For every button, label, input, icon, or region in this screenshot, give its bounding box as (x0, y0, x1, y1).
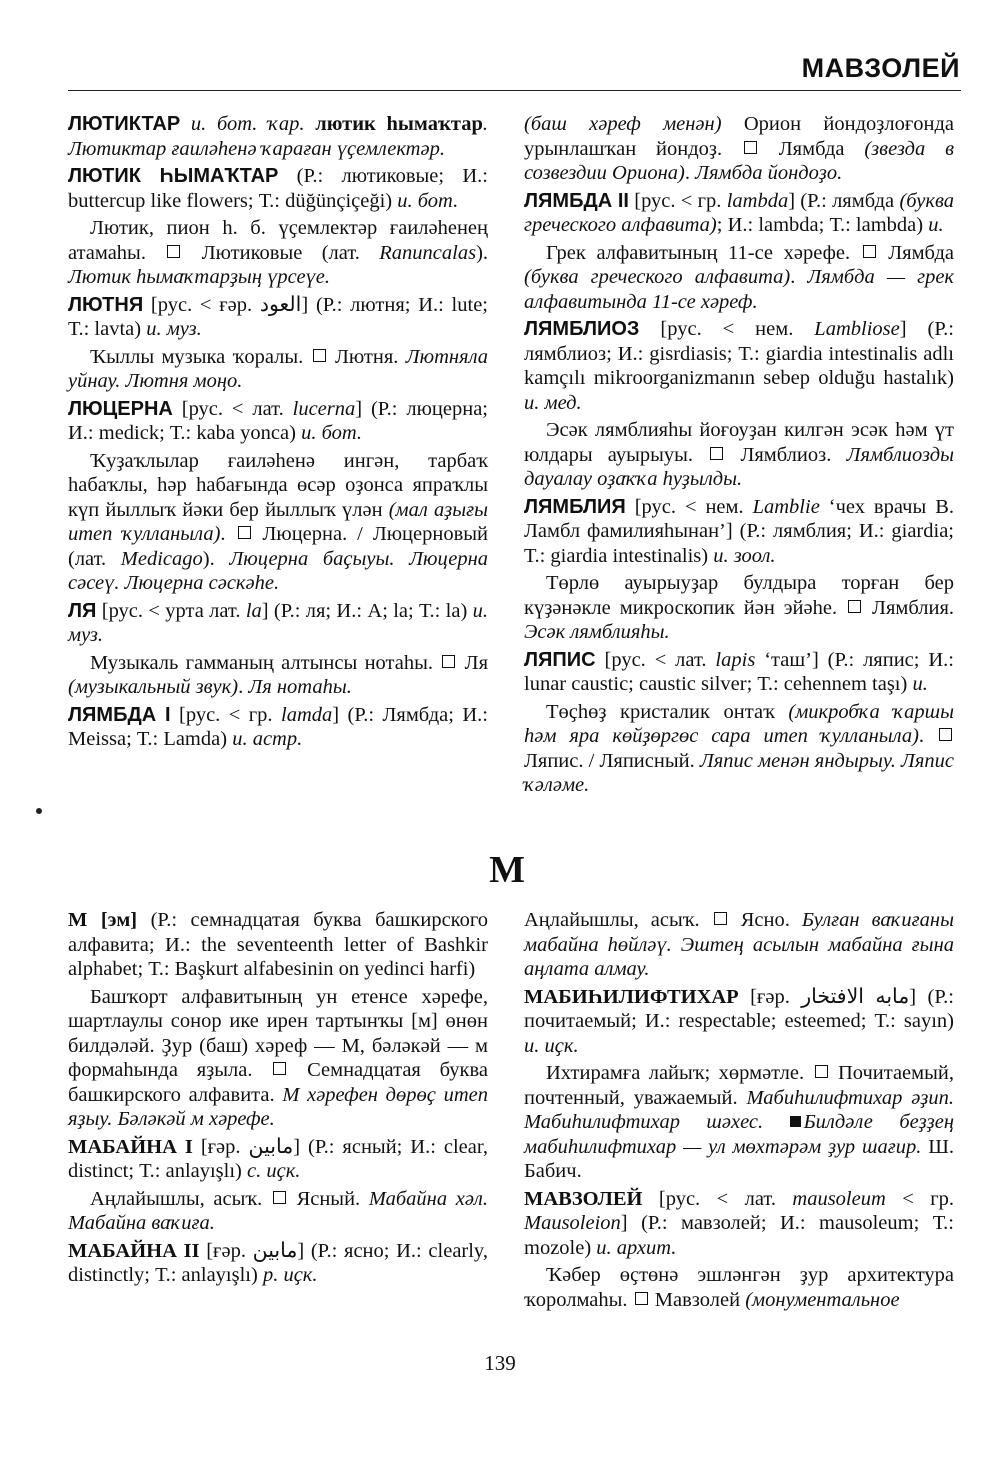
grammar-label: и. (928, 214, 944, 236)
latin-term: Lambliose (814, 318, 900, 340)
headword: М [эм] (68, 909, 138, 931)
grammar-label: и. муз. (146, 318, 202, 340)
square-marker-icon (939, 728, 952, 741)
translation: Ля (457, 651, 488, 674)
equivalents: ] (Р.: лютня; И.: lute; Т.: lavta) (68, 293, 488, 340)
entry-mavzoley (524, 1187, 954, 1261)
example: Лютик һымаҡтарҙың үрсеүе. (68, 266, 331, 288)
punctuation: . (790, 266, 808, 288)
square-marker-icon (714, 912, 727, 925)
definition-text: Төҫһөҙ кристалик онтаҡ (546, 700, 789, 723)
square-marker-icon (238, 526, 251, 539)
square-marker-icon (442, 655, 455, 668)
running-head: МАВЗОЛЕЙ (801, 53, 960, 83)
etymology: [рус. < гр. (170, 703, 282, 726)
equivalents: ‘таш’] (Р.: ляпис; И.: lunar caustic; caustic silver; Т.: cehennem taşı) (524, 648, 954, 695)
punctuation: . (918, 725, 937, 747)
column-bottom-right (524, 908, 954, 1315)
grammar-label: и. архит. (596, 1236, 677, 1259)
definition (68, 449, 488, 596)
square-marker-icon (710, 447, 723, 460)
usage-note: (мал аҙығы итеп ҡулланыла) (68, 498, 488, 545)
definition-continued (524, 908, 954, 982)
equivalents: ] (Р.: ля; И.: A; la; Т.: la) (261, 599, 473, 622)
example: Эсәк лямблияһы. (524, 621, 670, 643)
quote-author: Ш. Бабич. (524, 1135, 955, 1182)
example: Лютняла уйнау. Лютня моңо. (68, 345, 489, 392)
entry-lyapis (524, 648, 954, 697)
grammar-label: и. бот. (301, 422, 363, 444)
example: Ля нотаһы. (248, 676, 352, 698)
translation: Лютиковые (лат. (182, 241, 380, 264)
equivalents: ] (Р.: лямбда (788, 189, 900, 212)
etymology: [рус. < ғәр. (143, 293, 260, 316)
entry-mabayna-2 (68, 1239, 488, 1288)
translation: Ляпис. / Ляписный. (524, 749, 700, 772)
example: Мабайна хәл. Мабайна ваҡиға. (68, 1187, 488, 1234)
entry-lyucerna (68, 397, 488, 446)
margin-dot (36, 808, 42, 814)
etymology: [рус. < лат. (595, 648, 716, 671)
latin-term: Lamblie (752, 495, 820, 518)
definition-text: Грек алфавитының 11-се хәрефе. (546, 241, 851, 264)
definition-text: Орион йондоҙлоғонда урынлашҡан йондоҙ. (524, 113, 955, 160)
equivalents: ] (Р.: почитаемый; И.: respectable; esteemed; Т.: sayın) (524, 985, 954, 1032)
latin-term: lapis (715, 648, 756, 671)
headword: ЛЮТИК ҺЫМАҠТАР (68, 165, 279, 187)
headword: ЛЯМБЛИОЗ (524, 318, 640, 340)
etymology: [ғәр. (199, 1239, 253, 1262)
entry-lyambda-2 (524, 189, 954, 238)
etymology: [рус. < лат. (172, 397, 293, 420)
square-marker-icon (273, 1062, 286, 1075)
example: Лямблиозды дауалау оҙаҡҡа һуҙылды. (524, 443, 955, 490)
translation: Ясно. (728, 909, 802, 931)
example: Мабиһилифтихар әҙип. Мабиһилифтихар шәхес. (524, 1086, 954, 1133)
definition (68, 216, 488, 290)
grammar-label: и. астр. (232, 728, 303, 750)
translation: Ясный. (287, 1187, 369, 1210)
equivalents: ] (Р.: ясный; И.: clear, distinct; Т.: anlayışlı) (68, 1135, 489, 1182)
literary-quote: Билдәле беҙҙең мабиһилифтихар — ул мөхтәрәм ҙур шағир. (524, 1111, 954, 1158)
translation: Люцерна. / Люцерновый (лат. (68, 523, 488, 570)
headword: МАБИҺИЛИФТИХАР (524, 985, 739, 1008)
arabic-word: العود (259, 293, 302, 316)
square-marker-icon (167, 245, 180, 258)
equivalents: (Р.: лютиковые; И.: buttercup like flowers; Т.: düğünçiçeği) (68, 165, 489, 212)
entry-lyamblia (524, 495, 954, 569)
definition-text: Ҡуҙаҡлылар ғаиләһенә ингән, тарбаҡ һабаҡлы, һәр һабағында өсәр оҙонса япраҡлы күп йыллыҡ йәки бер йыллыҡ үлән (68, 449, 488, 521)
etymology: [рус. < нем. (625, 495, 753, 518)
equivalents: ] (Р.: мавзолей; И.: mausoleum; Т.: mozole) (524, 1212, 954, 1259)
punctuation: . (684, 162, 696, 184)
quote-marker-icon (790, 1116, 801, 1127)
equivalents: ] (Р.: люцерна; И.: medick; Т.: kaba yonca) (68, 397, 488, 444)
usage-note: (баш хәреф менән) (524, 113, 722, 135)
definition (68, 985, 488, 1132)
punctuation: . (220, 523, 236, 545)
grammar-label: и. бот. ҡар. (180, 113, 316, 135)
usage-note: (микробҡа ҡаршы һәм яра көйҙөргөс сара итеп ҡулланыла) (524, 700, 954, 747)
headword: ЛЯ (68, 599, 97, 622)
grammar-label: и. муз. (68, 599, 488, 646)
grammar-label: и. зоол. (713, 544, 776, 567)
equivalents: ] (Р.: лямблиоз; И.: gisrdiasis; Т.: giardia intestinalis adlı kamçılı mikroorganizmanın sebep olduğu hastalık) (524, 318, 955, 389)
etymology: [ғәр. (738, 985, 802, 1008)
etymology: [рус. < лат. (642, 1187, 793, 1210)
example: Ляпис менән яндырыу. Ляпис ҡәләме. (524, 749, 954, 796)
definition (524, 418, 954, 492)
translation: Лямбда (877, 241, 955, 264)
latin-term: Mausoleion (524, 1212, 621, 1234)
usage-note: (буква греческого алфавита) (524, 266, 791, 288)
equivalents: ] (Р.: ясно; И.: clearly, distinctly; Т.: anlayışlı) (68, 1239, 488, 1286)
column-top-right (524, 112, 954, 801)
square-marker-icon (815, 1065, 828, 1078)
usage-note: (буква греческого алфавита) (524, 189, 955, 236)
example: Булған ваҡиғаны мабайна һөйләү. Эштең асылын мабайна ғына аңлата алмау. (524, 909, 954, 980)
punctuation: . (238, 676, 249, 698)
square-marker-icon (313, 349, 326, 362)
usage-note: (музыкальный звук) (68, 676, 239, 698)
definition-text: Лютик, пион һ. б. үҫемлектәр ғаиләһенең атамаһы. (68, 217, 488, 264)
square-marker-icon (273, 1191, 286, 1204)
page-number: 139 (484, 1351, 516, 1375)
translation: Лямблиоз. (725, 443, 847, 466)
equivalents: ; И.: lambda; Т.: lambda) (716, 214, 929, 236)
grammar-label: с. иҫк. (247, 1160, 301, 1182)
arabic-word: مابين (252, 1239, 298, 1262)
latin-term: lambda (726, 189, 789, 212)
translation: Лямбда (758, 137, 865, 160)
entry-lyambda-1 (68, 703, 488, 752)
square-marker-icon (635, 1292, 648, 1305)
arabic-word: مابه الافتخار (801, 985, 910, 1008)
punctuation: ). (202, 547, 230, 570)
example: Люцерна баҫыуы. Люцерна сәсеү. Люцерна сәскәһе. (68, 547, 488, 594)
definition-continued (524, 112, 954, 186)
usage-note: (звезда в созвездии Ориона) (524, 137, 954, 184)
translation: Лютня. (327, 345, 406, 368)
entry-lyutik-hymaktar (68, 164, 488, 213)
definition (524, 1061, 954, 1184)
column-top-left (68, 112, 488, 755)
headword: МАВЗОЛЕЙ (524, 1187, 643, 1210)
definition (524, 700, 954, 798)
equivalents: ] (Р.: Лямбда; И.: Meissa; Т.: Lamda) (68, 703, 489, 750)
entry-mabayna-1 (68, 1135, 488, 1184)
headword: ЛЯМБДА II (524, 189, 629, 212)
headword: ЛЯМБЛИЯ (524, 495, 626, 518)
square-marker-icon (848, 600, 861, 613)
latin-term: mausoleum (792, 1187, 886, 1210)
headword: МАБАЙНА II (68, 1239, 200, 1262)
entry-lyutnya (68, 293, 488, 342)
entry-mabihiliftikhar (524, 985, 954, 1059)
entry-lyutiktar (68, 112, 488, 161)
definition (524, 571, 954, 645)
etymology: [ғәр. (192, 1135, 249, 1158)
headword: ЛЯПИС (524, 648, 596, 671)
definition-text: Ихтирамға лайыҡ; хөрмәтле. (546, 1062, 805, 1084)
headword: ЛЯМБДА I (68, 703, 171, 726)
entry-m (68, 908, 488, 982)
column-bottom-left (68, 908, 488, 1291)
definition-text: Башҡорт алфавитының ун етенсе хәрефе, шартлаулы сонор ике ирен тартынҡы [м] өнөн билдәләй. Ҙур (баш) хәреф — М, бәләкәй — м формаһында яҙыла. (68, 985, 488, 1081)
etymology: [рус. < нем. (639, 318, 815, 340)
translation: Мавзолей (649, 1288, 746, 1311)
example: Лямбда — грек алфавитында 11-се хәреф. (524, 266, 955, 313)
etymology: < гр. (885, 1187, 954, 1210)
entry-lyambilioz (524, 317, 954, 415)
grammar-label: и. мед. (524, 391, 582, 414)
section-letter: М (489, 849, 525, 891)
translation: Лямблия. (863, 596, 955, 619)
grammar-label: и. (912, 673, 928, 695)
definition-text: Ҡәбер өҫтөнә эшләнгән ҙур архитектура ҡоролмаһы. (524, 1264, 954, 1311)
latin-term: lamda (281, 703, 333, 726)
grammar-label: р. иҫк. (262, 1264, 318, 1286)
definition (68, 345, 488, 394)
example: . Лютиктар ғаиләһенә ҡараған үҫемлектәр. (68, 113, 489, 160)
entry-lya (68, 599, 488, 648)
definition-text: Музыкаль гамманың алтынсы нотаһы. (90, 651, 433, 674)
grammar-label: и. бот. (397, 189, 459, 212)
cross-reference: лютик һымаҡтар (315, 113, 483, 135)
headword: МАБАЙНА I (68, 1135, 193, 1158)
definition-text: Төрлө ауырыуҙар булдыра торған бер күҙәнәкле микроскопик йән эйәһе. (524, 572, 954, 619)
square-marker-icon (744, 141, 757, 154)
latin-term: lucerna (292, 397, 356, 420)
translation: Семнадцатая буква башкирского алфавита. (68, 1059, 489, 1106)
headword: ЛЮТИКТАР (68, 113, 181, 135)
definition (524, 241, 954, 315)
translation: Почитаемый, почтенный, уважаемый. (524, 1062, 954, 1109)
header-rule (68, 90, 961, 91)
definition-text: Аңлайышлы, асыҡ. (90, 1187, 263, 1210)
etymology: [рус. < урта лат. (96, 599, 246, 622)
headword: ЛЮЦЕРНА (68, 397, 173, 420)
equivalents: ‘чех врачы В. Ламбл фамилияһынан’] (Р.: лямблия; И.: giardia; Т.: giardia intestinalis) (524, 495, 954, 567)
definition (524, 1263, 954, 1312)
arabic-word: مابين (248, 1135, 294, 1158)
definition-text: Ҡыллы музыка ҡоралы. (90, 345, 304, 368)
square-marker-icon (863, 245, 876, 258)
grammar-label: и. иҫк. (524, 1034, 579, 1057)
definition-text: Аңлайышлы, асыҡ. (524, 909, 700, 931)
etymology: [рус. < гр. (628, 189, 727, 212)
latin-term: Ranuncalas (379, 241, 477, 264)
equivalents: (Р.: семнадцатая буква башкирского алфавита; И.: the seventeenth letter of Bashkir alphabet; Т.: Başkurt alfabesinin on yedinci harfi) (68, 909, 488, 980)
usage-note: (монументальное (745, 1288, 900, 1311)
latin-term: Medicago (120, 547, 203, 570)
example: Лямбда йондоҙо. (695, 162, 843, 184)
latin-term: la (245, 599, 262, 622)
headword: ЛЮТНЯ (68, 293, 144, 316)
example: М хәрефен дөрөҫ итеп яҙыу. Бәләкәй м хәрефе. (68, 1083, 488, 1130)
punctuation: ). (476, 241, 489, 264)
definition (68, 651, 488, 700)
definition-text: Эсәк лямблияһы йоғоуҙан килгән эсәк һәм үт юлдары ауырыуы. (524, 419, 954, 466)
definition (68, 1187, 488, 1236)
